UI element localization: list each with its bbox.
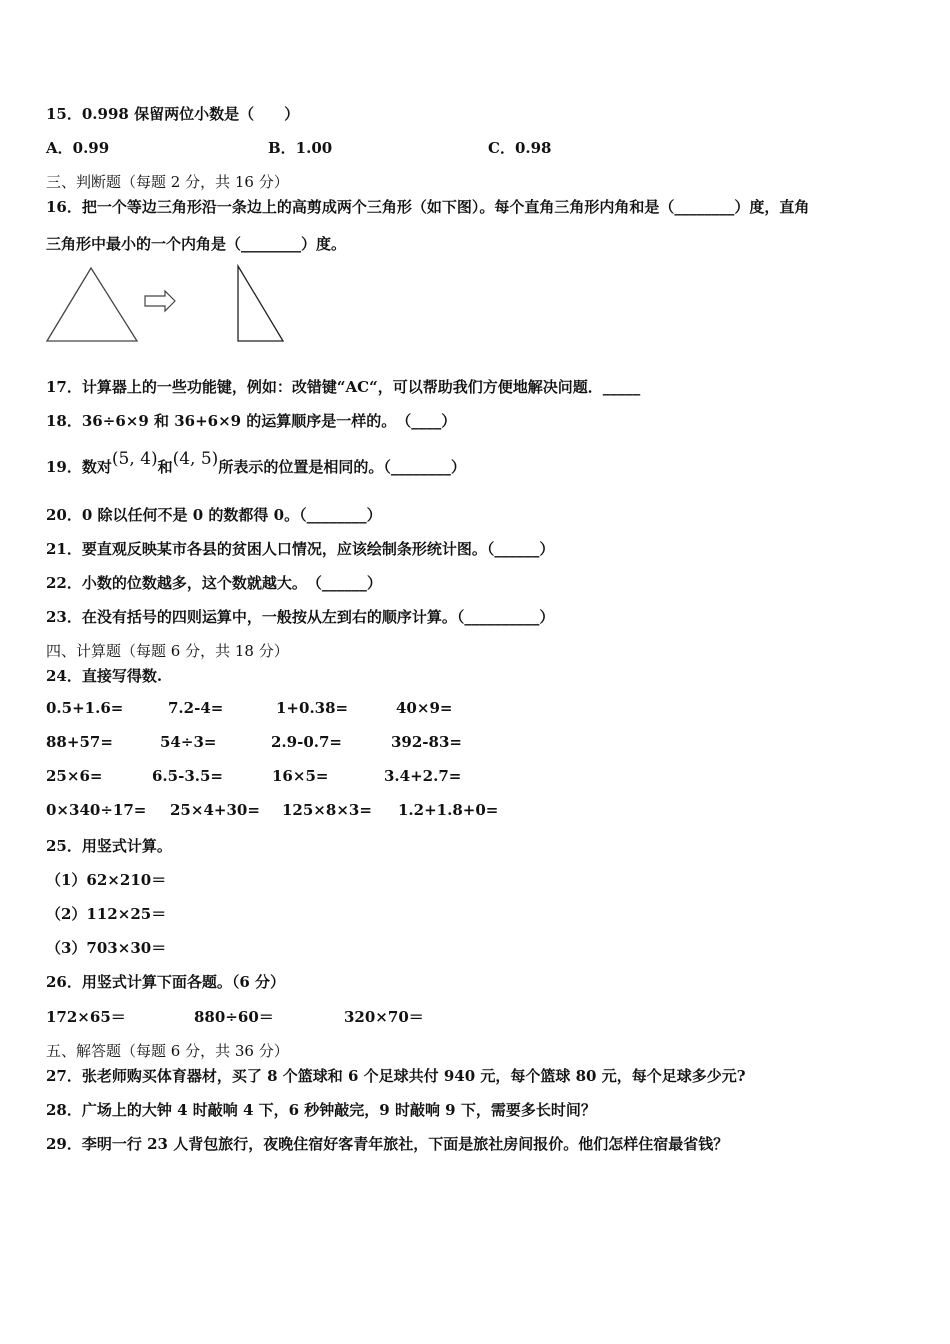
q24-item: 1.2+1.8+0= <box>398 801 499 819</box>
q15-option-c: C．0.98 <box>488 139 552 157</box>
q24-item: 54÷3= <box>160 733 217 751</box>
q27: 27．张老师购买体育器材，买了 8 个篮球和 6 个足球共付 940 元，每个篮球 80 元，每个足球多少元? <box>46 1067 746 1085</box>
q15-option-b: B．1.00 <box>268 139 333 157</box>
q24-item: 25×6= <box>46 767 103 785</box>
q20: 20．0 除以任何不是 0 的数都得 0。（________） <box>46 506 382 524</box>
q28: 28．广场上的大钟 4 时敲响 4 下，6 秒钟敲完，9 时敲响 9 下，需要多长时间？ <box>46 1101 596 1119</box>
q19-suffix: 所表示的位置是相同的。（________） <box>218 458 466 476</box>
q26-item: 320×70＝ <box>344 1008 424 1026</box>
q29: 29．李明一行 23 人背包旅行，夜晚住宿好客青年旅社，下面是旅社房间报价。他们怎样住宿最省钱？ <box>46 1135 729 1153</box>
q26-item: 880÷60＝ <box>194 1008 274 1026</box>
section5-heading: 五、解答题（每题 6 分，共 36 分） <box>46 1042 289 1060</box>
q24-item: 25×4+30= <box>170 801 260 819</box>
q24-item: 392-83= <box>391 733 462 751</box>
q24-item: 125×8×3= <box>282 801 372 819</box>
q24-item: 6.5-3.5= <box>152 767 223 785</box>
triangle-cut-figure <box>44 264 294 348</box>
q24-item: 40×9= <box>396 699 453 717</box>
q21: 21．要直观反映某市各县的贫困人口情况，应该绘制条形统计图。（______） <box>46 540 555 558</box>
q24-item: 16×5= <box>272 767 329 785</box>
q25-item-1: （1）62×210＝ <box>46 871 167 889</box>
q16-line2: 三角形中最小的一个内角是（________）度。 <box>46 235 347 253</box>
right-triangle <box>238 266 283 341</box>
q19-prefix: 19．数对 <box>46 458 112 476</box>
section3-heading: 三、判断题（每题 2 分，共 16 分） <box>46 173 289 191</box>
q19-coord-1: (5, 4) <box>111 449 158 469</box>
q18: 18．36÷6×9 和 36+6×9 的运算顺序是一样的。 （____） <box>46 412 457 430</box>
q19-coord-2: (4, 5) <box>172 449 219 469</box>
q24-item: 1+0.38= <box>276 699 349 717</box>
q25-stem: 25．用竖式计算。 <box>46 837 172 855</box>
section4-heading: 四、计算题（每题 6 分，共 18 分） <box>46 642 289 660</box>
q19 <box>46 449 466 477</box>
q19-mid: 和 <box>157 458 173 476</box>
q17: 17．计算器上的一些功能键，例如：改错键“AC“，可以帮助我们方便地解决问题．_____ <box>46 378 641 396</box>
equilateral-triangle <box>47 268 137 341</box>
q24-item: 0×340÷17= <box>46 801 147 819</box>
right-arrow-icon <box>145 291 175 311</box>
q25-item-2: （2）112×25＝ <box>46 905 167 923</box>
q26-item: 172×65＝ <box>46 1008 126 1026</box>
q26-stem: 26．用竖式计算下面各题。（6 分） <box>46 973 286 991</box>
q24-item: 2.9-0.7= <box>271 733 342 751</box>
q15-stem: 15．0.998 保留两位小数是（ ） <box>46 105 300 123</box>
q24-stem: 24．直接写得数. <box>46 667 163 685</box>
q16-line1: 16．把一个等边三角形沿一条边上的高剪成两个三角形（如下图）。每个直角三角形内角和是（________）度，直角 <box>46 198 810 216</box>
q15-option-a: A．0.99 <box>46 139 110 157</box>
q24-item: 3.4+2.7= <box>384 767 462 785</box>
q23: 23．在没有括号的四则运算中，一般按从左到右的顺序计算。（__________） <box>46 608 555 626</box>
q24-item: 0.5+1.6= <box>46 699 124 717</box>
q24-item: 7.2-4= <box>168 699 224 717</box>
q22: 22．小数的位数越多，这个数就越大。 （______） <box>46 574 382 592</box>
q24-item: 88+57= <box>46 733 113 751</box>
q25-item-3: （3）703×30＝ <box>46 939 167 957</box>
